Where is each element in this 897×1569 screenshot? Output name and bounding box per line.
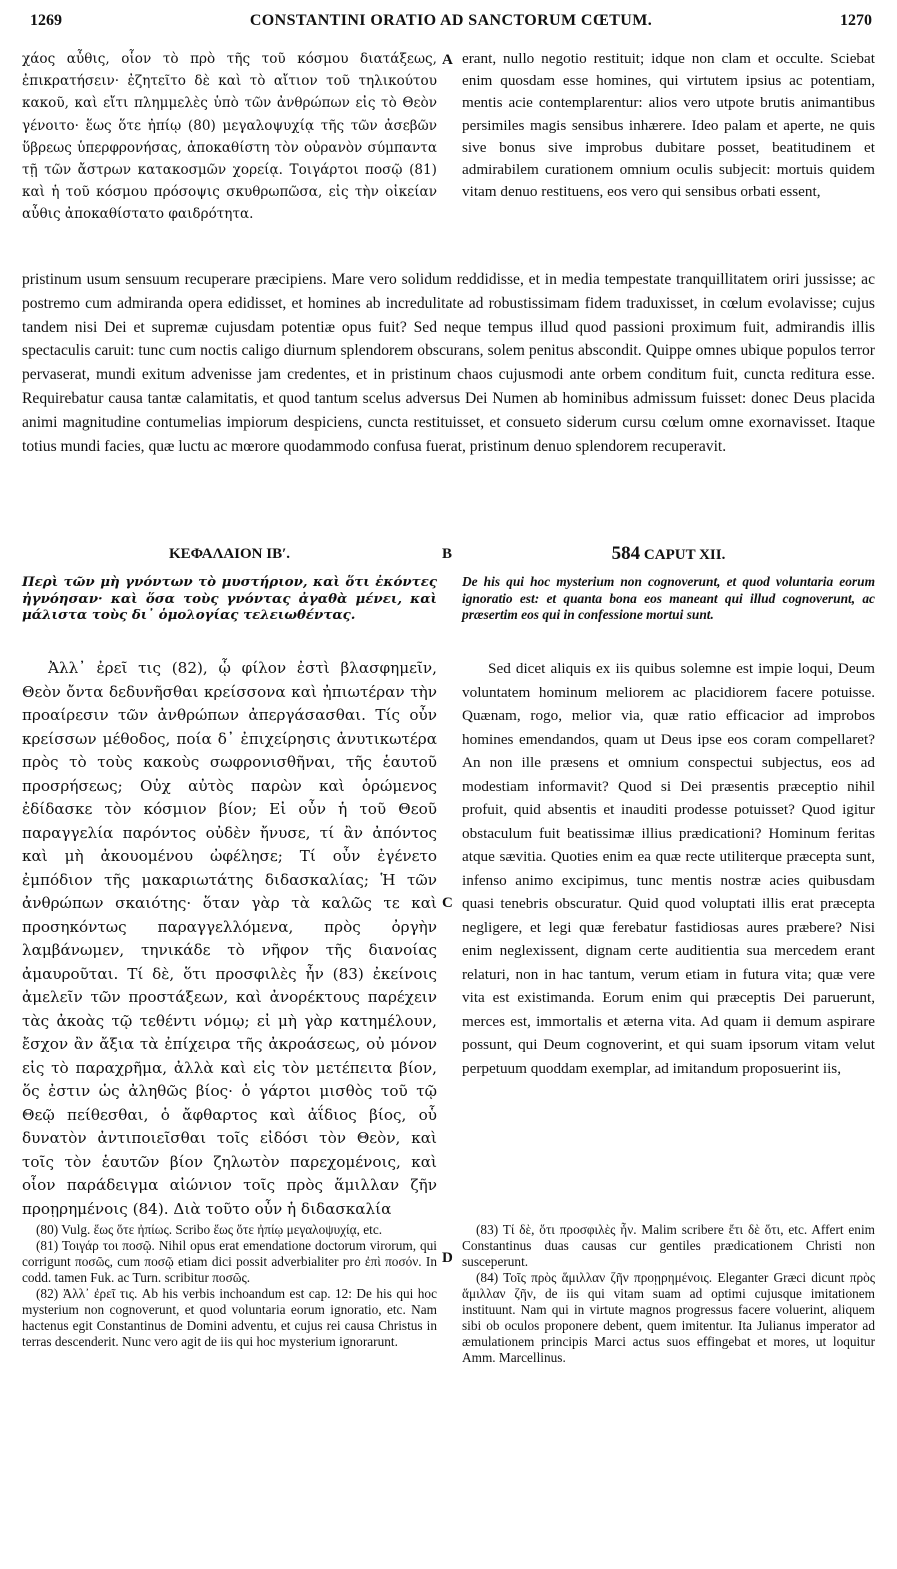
top-right-latin-text: erant, nullo negotio restituit; idque non clam et occulte. Sciebat enim quosdam esse homines, qui virtutem ipsius ac potentiam, mentis acie contemplarentur: alios vero utpote brutis animantibus persimiles magis sensibus inhærere. Ideo palam et aperte, ne quis sive bonus sive improbus dubitare posset, beatitudinem et admirabilem curationem omnium oculis subjecit: mortuis quidem vitam denuo restituens, eos vero qui sensibus orbati essent, [462,50,875,201]
footnote: (84) Τοῖς πρὸς ἅμιλλαν ζῆν προῃρημένοις. Eleganter Græci dicunt πρὸς ἅμιλλαν ζῆν, de iis qui vitam suam ad optimi cujusque imitationem instituunt. Nam qui in virtute magnos progressus facere voluerint, aliquem sibi ob oculos proponere debent, quem imitentur. Ita Julianus imperator ad æmulationem principis Marci actus suos effingebat et mores, ut loquitur Amm. Marcellinus. [462,1270,875,1365]
greek-chapter-heading-text: ΚΕΦΑΛΑΙΟΝ ΙΒʹ. [168,546,291,562]
footnote: (81) Τοιγάρ τοι ποσῷ. Nihil opus erat emendatione doctorum virorum, qui corrigunt ποσῶς, cum ποσῷ etiam dici possit adverbialiter pro ἐπὶ ποσόν. In codd. tamen Fuk. ac Turn. scribitur ποσῶς. [22,1238,437,1285]
greek-body-column [22,657,437,1221]
page-number-left: 1269 [30,12,62,29]
margin-letter-a: A [442,52,453,68]
latin-body-text: Sed dicet aliquis ex iis quibus solemne est impie loqui, Deum voluntatem hominum meliorem ac placidiorem facere potuisse. Quænam, rogo, melior via, quæ ratio efficacior ad improbos homines emendandos, quam ut Deus ipse eos coram compellaret? An non ille præsens et omnium conspectui subjectus, eos ad modestiam informavit? Quod si Dei præsentis præceptio nihil profuit, quid absentis et inauditi prodesse potuisset? Quod igitur obstaculum fuit beatissimæ illius prædicationi? Hominum feritas atque sævitia. Quoties enim ea quæ recte utiliterque præcepta sunt, infenso animo excipimus, tunc mentis nostræ acies quibusdam quasi tenebris obscuratur. Quid quod voluptati illis erat præcepta negligere, et legi quæ ferebatur fastidiosas aures præbere? Nisi enim neglexissent, dignam certe auditientia sua mercedem erant relaturi, non in hac tantum, verum etiam in futura vita; quæ vere vita est existimanda. Eorum enim qui præceptis Dei paruerunt, merces est, immortalis et æterna vita. Ad quam ii demum aspirare possunt, qui Deum cognoverint, et qui suam ipsorum vitam velut perpetuum quoddam exemplar, ad imitandum proposuerint iis, [462,660,875,1077]
margin-letter-c: C [442,895,453,911]
latin-body-column [462,657,875,1080]
top-right-latin-column [462,48,875,203]
greek-chapter-summary: Περὶ τῶν μὴ γνόντων τὸ μυστήριον, καὶ ὅτι ἐκόντες ἠγνόησαν· καὶ ὅσα τοὺς γνόντας ἀγαθὰ μένει, καὶ μάλιστα τοὺς δι᾽ ὁμολογίας τελειωθέντας. [22,574,437,623]
latin-chapter-summary: De his qui hoc mysterium non cognoverunt, et quod voluntaria eorum ignoratio est: et quanta bona eos maneant qui illud cognoverunt, ac præsertim eos qui in confessione mortui sunt. [462,574,875,622]
margin-letter-b: B [442,546,453,562]
top-left-greek-column [22,48,437,226]
footnote: (82) Ἀλλ᾽ ἐρεῖ τις. Ab his verbis inchoandum est cap. 12: De his qui hoc mysterium non cognoverunt, et quod voluntaria eorum ignoratio, etc. Nam hactenus egit Constantinus de Domini adventu, et cujus rei causa Christus in terras descenderit. Nunc vero agit de iis qui hoc mysterium ignorarunt. [22,1286,437,1349]
margin-letter-d: D [442,1250,453,1266]
greek-chapter-heading [22,546,437,563]
top-left-greek-text: χάος αὖθις, οἷον τὸ πρὸ τῆς τοῦ κόσμου διατάξεως, ἐπικρατήσειν· ἐζητεῖτο δὲ καὶ τὸ αἴτιον τοῦ τηλικούτου κακοῦ, καὶ εἴτι πλημμελὲς ὑπὸ τῶν ἀνθρώπων εἰς τὸ Θεὸν γένοιτο· ἕως ὅτε ἠπίῳ (80) μεγαλοψυχίᾳ τῆς τῶν ἀσεβῶν ὕβρεως ὑπερφρονήσας, ἀποκαθίστη τὸν οὐρανὸν σύμπαντα τῇ τῶν ἄστρων κατακοσμῶν χορείᾳ. Τοιγάρτοι ποσῷ (81) καὶ ἡ τοῦ κόσμου πρόσοψις σκυθρωπῶσα, εἰς τὴν οἰκείαν αὖθις ἀποκαθίστατο φαιδρότητα. [22,51,437,223]
running-header [30,12,872,36]
latin-chapter-heading [462,543,875,565]
greek-body-text: Ἀλλ᾽ ἐρεῖ τις (82), ᾧ φίλον ἐστὶ βλασφημεῖν, Θεὸν ὄντα δεδυνῆσθαι κρείσσονα καὶ ἠπιωτέραν τὴν προαίρεσιν τῶν ἀνθρώπων ἀπεργάσασθαι. Τίς οὖν κρείσσων μέθοδος, ποία δ᾽ ἐπιχείρησις ἀνυτικωτέρα πρὸς τὸ τοὺς κακοὺς σωφρονισθῆναι, τῆς ἑαυτοῦ προσρήσεως; Οὐχ αὐτὸς παρὼν καὶ ὁρώμενος ἐδίδασκε τὸν κόσμιον βίον; Εἰ οὖν ἡ τοῦ Θεοῦ παραγγελία παρόντος οὐδὲν ἤνυσε, τί ἂν ἀπόντος καὶ μὴ ἀκουομένου ὠφέλησε; Τί οὖν ἐγένετο ἐμπόδιον τῆς μακαριωτάτης διδασκαλίας; Ἡ τῶν ἀνθρώπων σκαιότης· ὅταν γὰρ τὰ καλῶς τε καὶ προσηκόντως παραγγελλόμενα, πρὸς ὀργὴν λαμβάνωμεν, τηνικάδε τὸ νῆφον τῆς διανοίας ἀμαυροῦται. Τί δὲ, ὅτι προσφιλὲς ἦν (83) ἐκείνοις ἀμελεῖν τῶν προστάξεων, καὶ ἀνορέκτους παρέχειν τὰς ἀκοὰς τῷ τεθέντι νόμῳ; εἰ μὴ γὰρ κατημέλουν, ἔσχον ἂν ἄξια τὰ ἐπίχειρα τῆς ἀκροάσεως, οὐ μόνον εἰς τὸ παραχρῆμα, ἀλλὰ καὶ εἰς τὸν μετέπειτα βίον, ὅς ἐστιν ὡς ἀληθῶς βίος· ὁ γάρτοι μισθὸς τοῦ τῷ Θεῷ πείθεσθαι, ὁ ἄφθαρτος καὶ ἀΐδιος βίος, οὗ δυνατὸν ἀντιποιεῖσθαι τοῖς εἰδόσι τὸν Θεὸν, καὶ τοῖς τὸν ἑαυτῶν βίον ζηλωτὸν παρεχομένοις, καὶ οἷον παράδειγμα αἰώνιον τοῖς πρὸς ἅμιλλαν ζῆν προῃρημένοις (84). Διὰ τοῦτο οὖν ἡ διδασκαλία [22,659,437,1218]
full-width-latin-paragraph: pristinum usum sensuum recuperare præcipiens. Mare vero solidum reddidisse, et in media tempestate tranquillitatem oriri jussisse; ac postremo cum admiranda opera edidisset, et homines ab incredulitate ad robustissimam fidem traduxisset, in cœlum evolavisse; cujus tandem nisi Dei et supremæ cujusdam potentiæ opus fuit? Sed neque tempus illud quod passioni proximum fuit, admirandis illis spectaculis caruit: tunc cum noctis caligo diurnum splendorem obscurans, solem penitus abscondit. Quippe omnes ubique populos terror pervaserat, mundi exitum advenisse jam credentes, et in pristinum chaos cujusmodi ante orbem conditum fuit, cuncta reditura esse. Requirebatur causa tantæ calamitatis, et quod tantum scelus adversus Dei Numen ab hominibus admissum fuisset: donec Deus placida animi magnitudine contumelias impiorum despiciens, cuncta restituisset, et consueto siderum cursu cœlum omne exornavisset. Itaque totius mundi facies, quæ luctu ac mœrore quodammodo confusa fuerat, pristinum denuo splendorem recuperavit. [22,271,875,455]
right-footnotes [462,1222,875,1366]
footnote: (80) Vulg. ἕως ὅτε ἠπίως. Scribo ἕως ὅτε ἠπίῳ μεγαλοψυχίᾳ, etc. [36,1222,383,1237]
column-number: 584 [611,543,641,564]
page-number-right: 1270 [840,12,872,29]
left-footnotes [22,1222,437,1350]
running-title: CONSTANTINI ORATIO AD SANCTORUM CŒTUM. [249,12,653,29]
footnote: (83) Τί δὲ, ὅτι προσφιλὲς ἦν. Malim scribere ἔτι δὲ ὅτι, etc. Affert enim Constantinus duas causas cur gentiles prædicationem Christi non susceperunt. [462,1222,875,1269]
latin-chapter-heading-text: CAPUT XII. [643,547,726,563]
